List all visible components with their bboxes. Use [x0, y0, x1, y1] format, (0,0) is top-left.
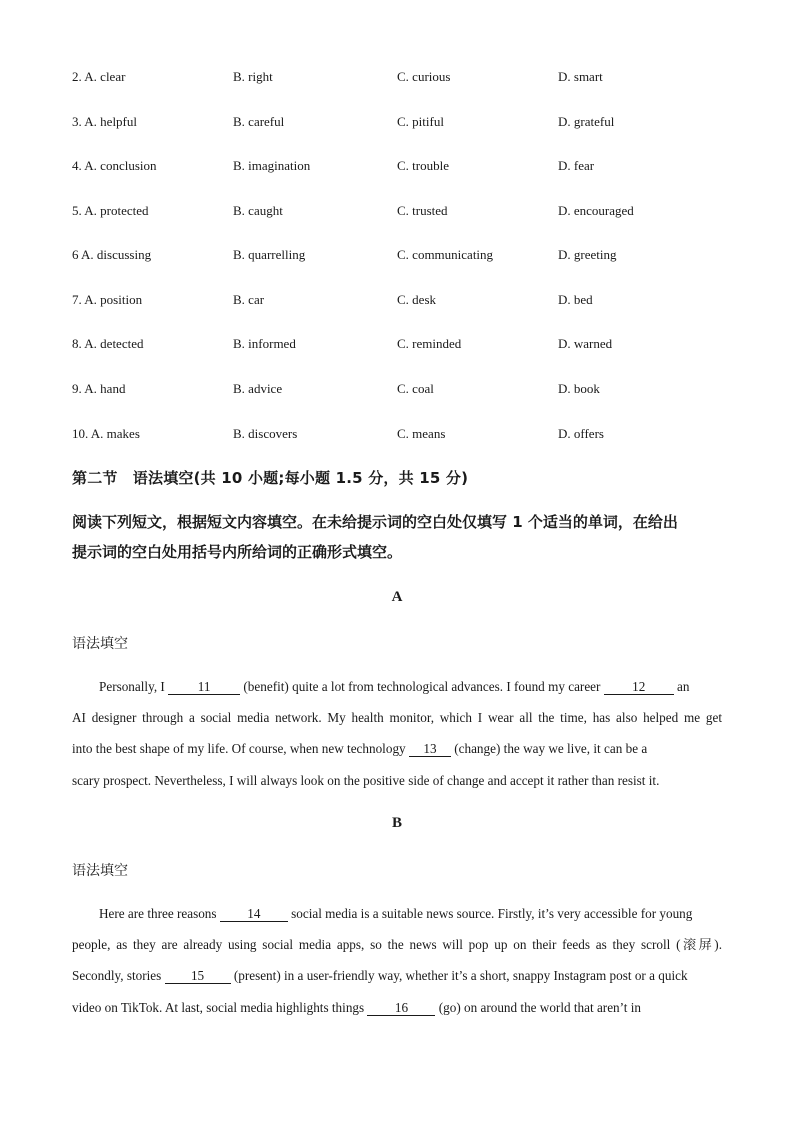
option-c: C. curious	[397, 69, 451, 84]
passage-a-subtitle: 语法填空	[72, 636, 128, 652]
passage-a-line-1	[72, 671, 722, 702]
text-run: video on TikTok. At last, social media highlights things	[72, 999, 368, 1015]
option-d: D. warned	[558, 336, 613, 351]
option-a: 7. A. position	[72, 292, 143, 307]
option-c: C. pitiful	[397, 114, 444, 129]
option-a: 4. A. conclusion	[72, 158, 157, 173]
option-c: C. communicating	[397, 247, 494, 262]
text-run: (present) in a user-friendly way, whether it’s a short, snappy Instagram post or a quick	[230, 968, 688, 984]
instruction-line-1: 阅读下列短文，根据短文内容填空。在未给提示词的空白处仅填写 1 个适当的单词，在给出	[72, 513, 678, 531]
options-row-10	[72, 426, 752, 446]
option-a: 9. A. hand	[72, 381, 126, 396]
options-row-7	[72, 292, 752, 312]
option-c: C. trouble	[397, 158, 449, 173]
passage-b-text	[72, 898, 722, 1023]
passage-b-line-2: people, as they are already using social media apps, so the news will pop up on their feeds as they scroll (滚屏).	[72, 937, 722, 953]
option-a: 8. A. detected	[72, 336, 144, 351]
passage-b-line-4	[72, 992, 722, 1023]
text-run: (benefit) quite a lot from technological advances. I found my career	[240, 679, 604, 694]
option-b: B. caught	[233, 203, 283, 218]
option-c: C. means	[397, 426, 446, 441]
option-b: B. right	[233, 69, 273, 84]
option-c: C. desk	[397, 292, 436, 307]
option-d: D. fear	[558, 158, 595, 173]
options-row-9	[72, 381, 752, 401]
option-a: 10. A. makes	[72, 426, 140, 441]
blank-13: 13	[409, 742, 451, 757]
option-d: D. smart	[558, 69, 603, 84]
passage-a-text	[72, 671, 722, 796]
option-c: C. coal	[397, 381, 434, 396]
passage-b-letter: B	[391, 815, 402, 831]
text-run: social media is a suitable news source. Firstly, it’s very accessible for young	[287, 906, 693, 921]
option-d: D. grateful	[558, 114, 615, 129]
option-c: C. reminded	[397, 336, 462, 351]
text-run: Personally, I	[99, 679, 169, 694]
passage-a-line-2: AI designer through a social media network. My health monitor, which I wear all the time, has also helped me get	[72, 710, 722, 726]
passage-b-line-3	[72, 960, 722, 991]
passage-b-line-1	[72, 898, 722, 929]
option-d: D. book	[558, 381, 600, 396]
option-b: B. imagination	[233, 158, 311, 173]
section-title: 第二节 语法填空(共 10 小题;每小题 1.5 分，共 15 分)	[72, 469, 469, 487]
option-d: D. bed	[558, 292, 593, 307]
text-run: Here are three reasons	[99, 906, 220, 921]
option-b: B. careful	[233, 114, 285, 129]
text-run: Secondly, stories	[72, 968, 165, 984]
blank-11: 11	[168, 680, 240, 695]
blank-15: 15	[165, 969, 231, 984]
blank-14: 14	[220, 907, 288, 922]
option-a: 3. A. helpful	[72, 114, 137, 129]
options-row-3	[72, 114, 752, 134]
text-run: an	[673, 679, 690, 694]
option-b: B. car	[233, 292, 265, 307]
blank-16: 16	[367, 1001, 435, 1016]
option-c: C. trusted	[397, 203, 448, 218]
options-row-4	[72, 158, 752, 178]
option-d: D. greeting	[558, 247, 617, 262]
passage-a-line-3	[72, 733, 722, 764]
option-a: 6 A. discussing	[72, 247, 152, 262]
blank-12: 12	[604, 680, 674, 695]
text-run: (go) on around the world that aren’t in	[435, 999, 642, 1015]
options-row-5	[72, 203, 752, 223]
option-b: B. discovers	[233, 426, 298, 441]
option-a: 5. A. protected	[72, 203, 149, 218]
passage-b-subtitle: 语法填空	[72, 863, 128, 879]
option-b: B. informed	[233, 336, 296, 351]
instruction-line-2: 提示词的空白处用括号内所给词的正确形式填空。	[72, 543, 403, 561]
passage-a-line-4: scary prospect. Nevertheless, I will always look on the positive side of change and accept it rather than resist it.	[72, 772, 660, 788]
text-run: (change) the way we live, it can be a	[450, 741, 648, 757]
options-row-6	[72, 247, 752, 267]
option-d: D. offers	[558, 426, 604, 441]
text-run: into the best shape of my life. Of course, when new technology	[72, 741, 409, 757]
option-b: B. quarrelling	[233, 247, 306, 262]
options-row-8	[72, 336, 752, 356]
passage-a-letter: A	[391, 589, 403, 605]
options-row-2	[72, 69, 752, 89]
option-a: 2. A. clear	[72, 69, 126, 84]
option-b: B. advice	[233, 381, 283, 396]
option-d: D. encouraged	[558, 203, 634, 218]
